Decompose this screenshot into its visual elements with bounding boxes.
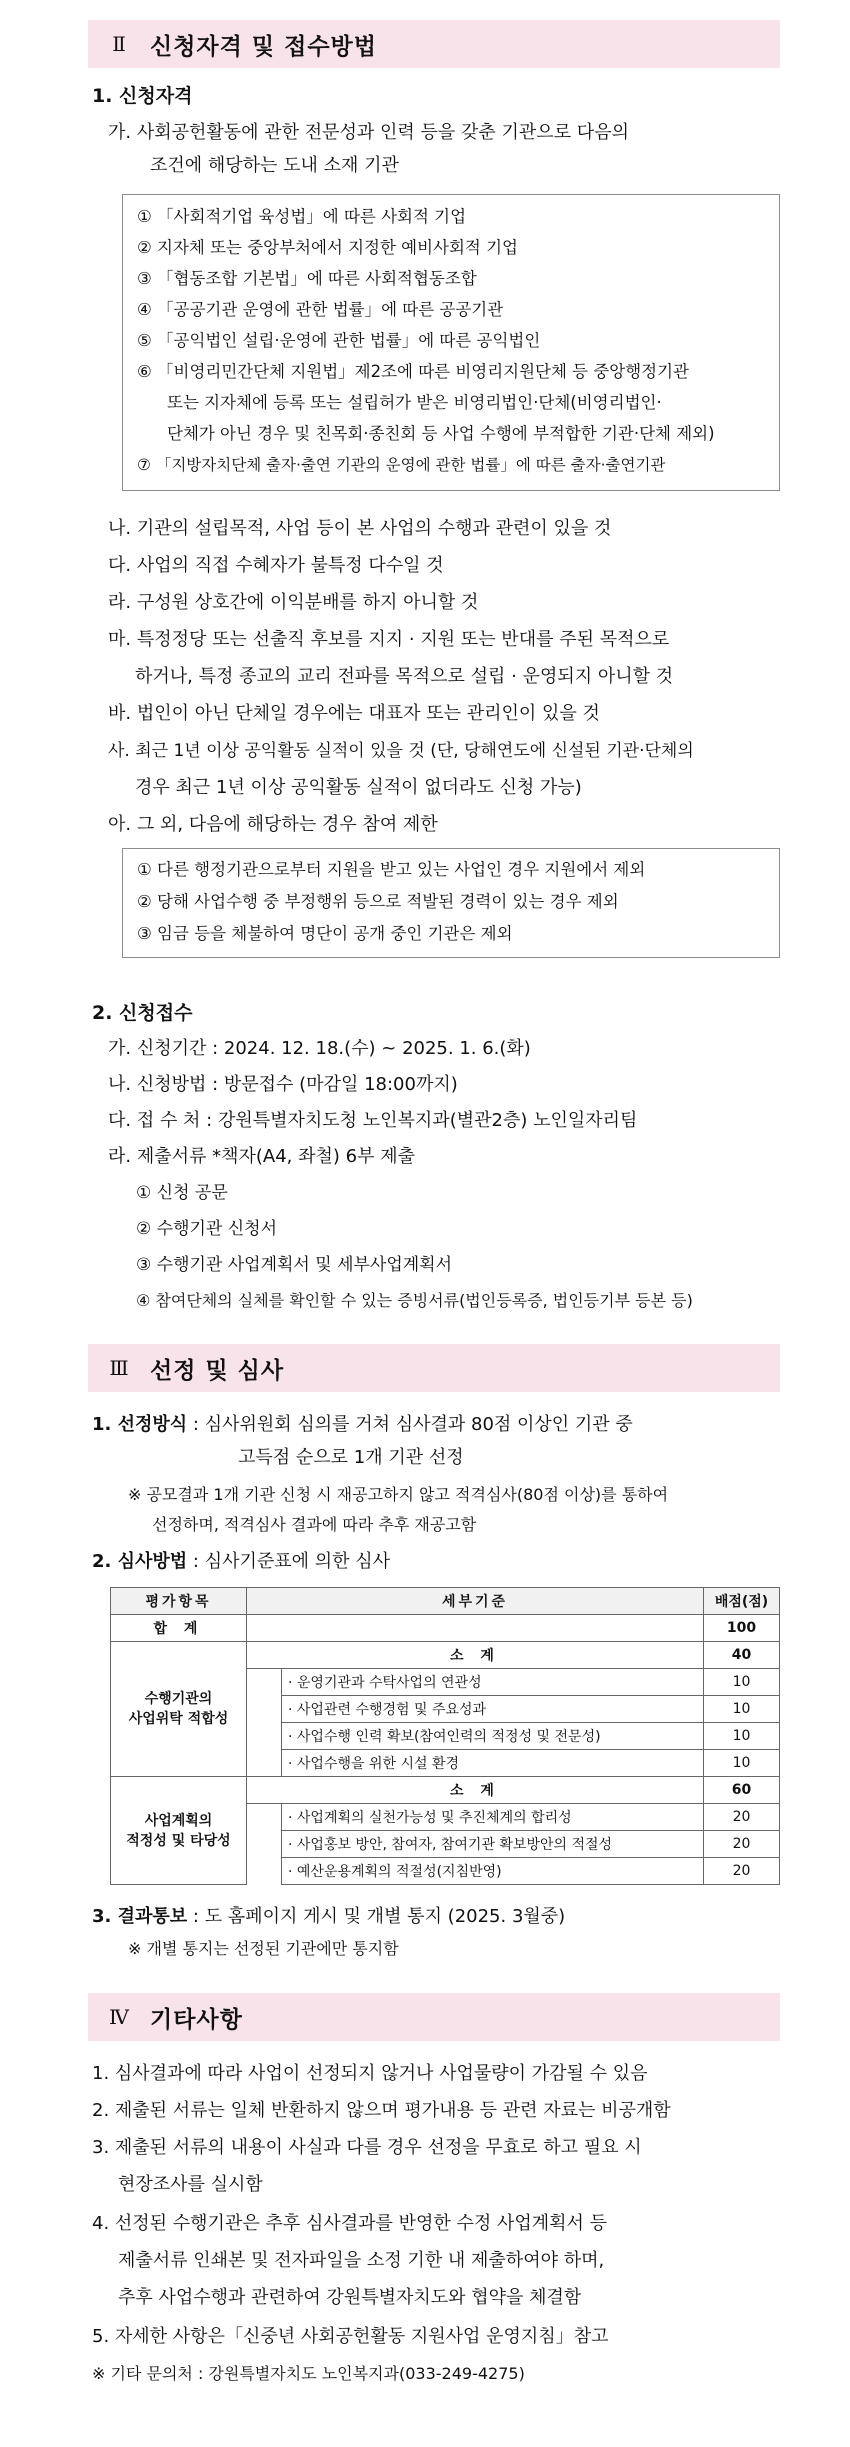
criterion-text: · 사업홍보 방안, 참여자, 참여기관 확보방안의 적절성 xyxy=(282,1831,704,1858)
selection-method xyxy=(92,1412,633,1438)
result-notice-label: 3. 결과통보 xyxy=(92,1906,188,1927)
review-method xyxy=(92,1549,390,1575)
result-notice-text: : 도 홈페이지 게시 및 개별 통지 (2025. 3월중) xyxy=(187,1906,566,1927)
criterion-text: · 사업수행을 위한 시설 환경 xyxy=(282,1750,704,1777)
subsection-title: 1. 신청자격 xyxy=(92,85,193,107)
header-score: 배점(점) xyxy=(704,1588,780,1615)
note-line: 선정하며, 적격심사 결과에 따라 추후 재공고함 xyxy=(152,1515,477,1534)
list-item: ① 다른 행정기관으로부터 지원을 받고 있는 사업인 경우 지원에서 제외 xyxy=(137,860,646,879)
list-item: ⑤ 「공익법인 설립·운영에 관한 법률」에 따른 공익법인 xyxy=(137,331,541,350)
list-item-continued: 단체가 아닌 경우 및 친목회·종친회 등 사업 수행에 부적합한 기관·단체 제외) xyxy=(167,424,715,443)
condition-line: 경우 최근 1년 이상 공익활동 실적이 없더라도 신청 가능) xyxy=(135,777,582,798)
group-label xyxy=(111,1642,247,1777)
criterion-score: 10 xyxy=(704,1750,780,1777)
review-method-label: 2. 심사방법 xyxy=(92,1551,188,1572)
criterion-text: · 사업수행 인력 확보(참여인력의 적정성 및 전문성) xyxy=(282,1723,704,1750)
condition-line: 하거나, 특정 종교의 교리 전파를 목적으로 설립 · 운영되지 아니할 것 xyxy=(135,666,674,687)
section-header-selection xyxy=(88,1344,780,1392)
group-label xyxy=(111,1777,247,1885)
section-title: 신청자격 및 접수방법 xyxy=(150,33,377,60)
empty-cell xyxy=(247,1615,704,1642)
list-item: ② 당해 사업수행 중 부정행위 등으로 적발된 경력이 있는 경우 제외 xyxy=(137,892,619,911)
list-item-continued: 또는 지자체에 등록 또는 설립허가 받은 비영리법인·단체(비영리법인· xyxy=(167,393,662,412)
contact-line: ※ 기타 문의처 : 강원특별자치도 노인복지과(033-249-4275) xyxy=(92,2364,525,2383)
table-row-total xyxy=(111,1615,780,1642)
selection-method-continued: 고득점 순으로 1개 기관 선정 xyxy=(238,1447,464,1468)
misc-item-continued: 현장조사를 실시함 xyxy=(118,2174,263,2195)
section-number: Ⅲ xyxy=(109,1356,129,1380)
result-notice xyxy=(92,1904,565,1930)
subtotal-label: 소 계 xyxy=(247,1777,704,1804)
header-detail: 세부기준 xyxy=(247,1588,704,1615)
condition-line: 사. 최근 1년 이상 공익활동 실적이 있을 것 (단, 당해연도에 신설된 기관·단체의 xyxy=(108,741,694,761)
paragraph-line: 가. 사회공헌활동에 관한 전문성과 인력 등을 갖춘 기관으로 다음의 xyxy=(108,122,629,143)
section-header-eligibility xyxy=(88,20,780,68)
group-label-line: 사업위탁 적합성 xyxy=(128,1711,229,1727)
criterion-score: 10 xyxy=(704,1669,780,1696)
group-label-line: 사업계획의 xyxy=(144,1812,213,1829)
subtotal-score: 60 xyxy=(704,1777,780,1804)
condition-line: 아. 그 외, 다음에 해당하는 경우 참여 제한 xyxy=(108,814,438,835)
list-item: ⑦ 「지방자치단체 출자·출연 기관의 운영에 관한 법률」에 따른 출자·출연기관 xyxy=(137,456,666,474)
section-title: 기타사항 xyxy=(150,2006,243,2033)
condition-line: 나. 기관의 설립목적, 사업 등이 본 사업의 수행과 관련이 있을 것 xyxy=(108,518,612,539)
criterion-score: 10 xyxy=(704,1723,780,1750)
misc-item: 5. 자세한 사항은「신중년 사회공헌활동 지원사업 운영지침」참고 xyxy=(92,2326,609,2347)
table-row xyxy=(111,1642,780,1669)
list-item: ③ 「협동조합 기본법」에 따른 사회적협동조합 xyxy=(137,269,477,288)
criterion-score: 20 xyxy=(704,1831,780,1858)
misc-item: 1. 심사결과에 따라 사업이 선정되지 않거나 사업물량이 가감될 수 있음 xyxy=(92,2063,648,2084)
criterion-text: · 사업계획의 실천가능성 및 추진체계의 합리성 xyxy=(282,1804,704,1831)
apply-line: 다. 접 수 처 : 강원특별자치도청 노인복지과(별관2층) 노인일자리팀 xyxy=(108,1110,638,1131)
misc-item: 3. 제출된 서류의 내용이 사실과 다를 경우 선정을 무효로 하고 필요 시 xyxy=(92,2137,642,2158)
note-line: ※ 개별 통지는 선정된 기관에만 통지함 xyxy=(128,1939,399,1958)
indent-cell xyxy=(247,1804,282,1885)
eligible-institutions-box xyxy=(122,194,780,491)
misc-item-continued: 추후 사업수행과 관련하여 강원특별자치도와 협약을 체결함 xyxy=(118,2287,582,2308)
condition-line: 다. 사업의 직접 수혜자가 불특정 다수일 것 xyxy=(108,555,444,576)
condition-line: 바. 법인이 아닌 단체일 경우에는 대표자 또는 관리인이 있을 것 xyxy=(108,703,600,724)
section-number: Ⅳ xyxy=(109,2005,129,2029)
criterion-score: 20 xyxy=(704,1858,780,1885)
criterion-score: 10 xyxy=(704,1696,780,1723)
criterion-text: · 예산운용계획의 적절성(지침반영) xyxy=(282,1858,704,1885)
group-label-line: 적정성 및 타당성 xyxy=(126,1832,231,1849)
apply-line: 나. 신청방법 : 방문접수 (마감일 18:00까지) xyxy=(108,1074,458,1095)
criterion-text: · 사업관련 수행경험 및 주요성과 xyxy=(282,1696,704,1723)
total-score: 100 xyxy=(704,1615,780,1642)
document-item: ③ 수행기관 사업계획서 및 세부사업계획서 xyxy=(136,1255,453,1275)
section-title: 선정 및 심사 xyxy=(150,1357,285,1384)
misc-item: 2. 제출된 서류는 일체 반환하지 않으며 평가내용 등 관련 자료는 비공개함 xyxy=(92,2100,671,2121)
section-header-misc xyxy=(88,1993,780,2041)
selection-method-text: : 심사위원회 심의를 거쳐 심사결과 80점 이상인 기관 중 xyxy=(187,1414,633,1435)
misc-item: 4. 선정된 수행기관은 추후 심사결과를 반영한 수정 사업계획서 등 xyxy=(92,2213,608,2234)
header-item: 평가항목 xyxy=(111,1588,247,1615)
exclusions-box xyxy=(122,848,780,958)
list-item: ② 지자체 또는 중앙부처에서 지정한 예비사회적 기업 xyxy=(137,238,518,257)
list-item: ③ 임금 등을 체불하여 명단이 공개 중인 기관은 제외 xyxy=(137,924,513,943)
paragraph-line: 조건에 해당하는 도내 소재 기관 xyxy=(150,155,399,176)
apply-line: 라. 제출서류 *책자(A4, 좌철) 6부 제출 xyxy=(108,1146,415,1167)
total-label: 합 계 xyxy=(111,1615,247,1642)
list-item: ① 「사회적기업 육성법」에 따른 사회적 기업 xyxy=(137,207,467,226)
document-item: ④ 참여단체의 실체를 확인할 수 있는 증빙서류(법인등록증, 법인등기부 등본 등) xyxy=(136,1291,693,1310)
document-item: ② 수행기관 신청서 xyxy=(136,1219,278,1239)
table-header-row xyxy=(111,1588,780,1615)
group-label-line: 수행기관의 xyxy=(144,1691,213,1707)
criteria-table xyxy=(110,1587,780,1885)
review-method-text: : 심사기준표에 의한 심사 xyxy=(187,1551,391,1572)
subtotal-label: 소 계 xyxy=(247,1642,704,1669)
misc-item-continued: 제출서류 인쇄본 및 전자파일을 소정 기한 내 제출하여야 하며, xyxy=(118,2250,605,2271)
section-number: Ⅱ xyxy=(112,32,126,56)
selection-method-label: 1. 선정방식 xyxy=(92,1414,188,1435)
list-item: ④ 「공공기관 운영에 관한 법률」에 따른 공공기관 xyxy=(137,300,504,319)
indent-cell xyxy=(247,1669,282,1777)
list-item: ⑥ 「비영리민간단체 지원법」제2조에 따른 비영리지원단체 등 중앙행정기관 xyxy=(137,362,689,381)
subtotal-score: 40 xyxy=(704,1642,780,1669)
note-line: ※ 공모결과 1개 기관 신청 시 재공고하지 않고 적격심사(80점 이상)를 통하여 xyxy=(128,1485,669,1504)
subsection-title: 2. 신청접수 xyxy=(92,1002,193,1024)
apply-line: 가. 신청기간 : 2024. 12. 18.(수) ~ 2025. 1. 6.(화) xyxy=(108,1038,531,1059)
condition-line: 마. 특정정당 또는 선출직 후보를 지지 · 지원 또는 반대를 주된 목적으로 xyxy=(108,629,670,650)
condition-line: 라. 구성원 상호간에 이익분배를 하지 아니할 것 xyxy=(108,592,479,613)
table-row xyxy=(111,1777,780,1804)
document-item: ① 신청 공문 xyxy=(136,1183,228,1203)
criterion-text: · 운영기관과 수탁사업의 연관성 xyxy=(282,1669,704,1696)
criterion-score: 20 xyxy=(704,1804,780,1831)
